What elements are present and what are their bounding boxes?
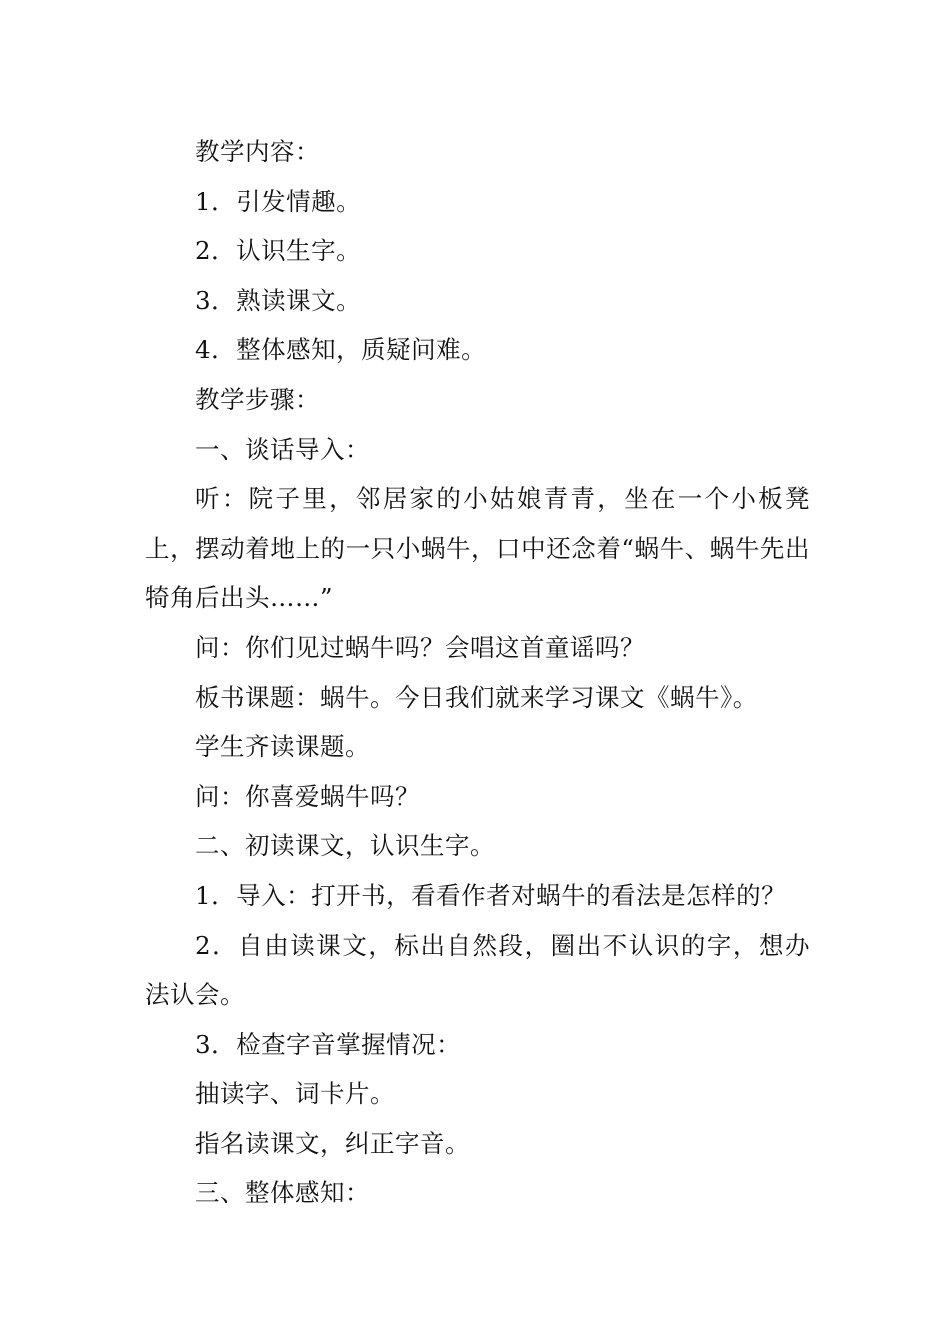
- paragraph-item: 4．整体感知，质疑问难。: [195, 335, 487, 365]
- paragraph-text: 问：你们见过蜗牛吗？会唱这首童谣吗？: [195, 632, 645, 662]
- paragraph-text: 板书课题：蜗牛。今日我们就来学习课文《蜗牛》。: [195, 682, 758, 712]
- paragraph-heading-content: 教学内容：: [195, 137, 320, 166]
- paragraph-text: 指名读课文，纠正字音。: [195, 1128, 470, 1158]
- document-body: [145, 127, 810, 1218]
- paragraph-text: 抽读字、词卡片。: [195, 1079, 395, 1109]
- paragraph-text: 听：院子里，邻居家的小姑娘青青，坐在一个小板凳上，摆动着地上的一只小蜗牛，口中还念着“蜗牛、蜗牛先出犄角后出头……”: [145, 484, 810, 613]
- paragraph-heading-steps: 教学步骤：: [195, 384, 320, 414]
- paragraph-text: 学生齐读课题。: [195, 732, 370, 762]
- paragraph-item: 3．检查字音掌握情况：: [195, 1029, 462, 1059]
- paragraph-section: 一、谈话导入：: [195, 434, 370, 464]
- paragraph-item: 1．引发情趣。: [195, 186, 362, 216]
- paragraph-item: 1．导入：打开书，看看作者对蜗牛的看法是怎样的？: [195, 880, 787, 910]
- paragraph-text: 问：你喜爱蜗牛吗？: [195, 781, 420, 811]
- paragraph-section: 二、初读课文，认识生字。: [195, 831, 495, 861]
- paragraph-item: 2．自由读课文，标出自然段，圈出不认识的字，想办法认会。: [145, 930, 810, 1010]
- paragraph-item: 3．熟读课文。: [195, 285, 362, 315]
- paragraph-section: 三、整体感知：: [195, 1178, 370, 1208]
- paragraph-item: 2．认识生字。: [195, 236, 362, 266]
